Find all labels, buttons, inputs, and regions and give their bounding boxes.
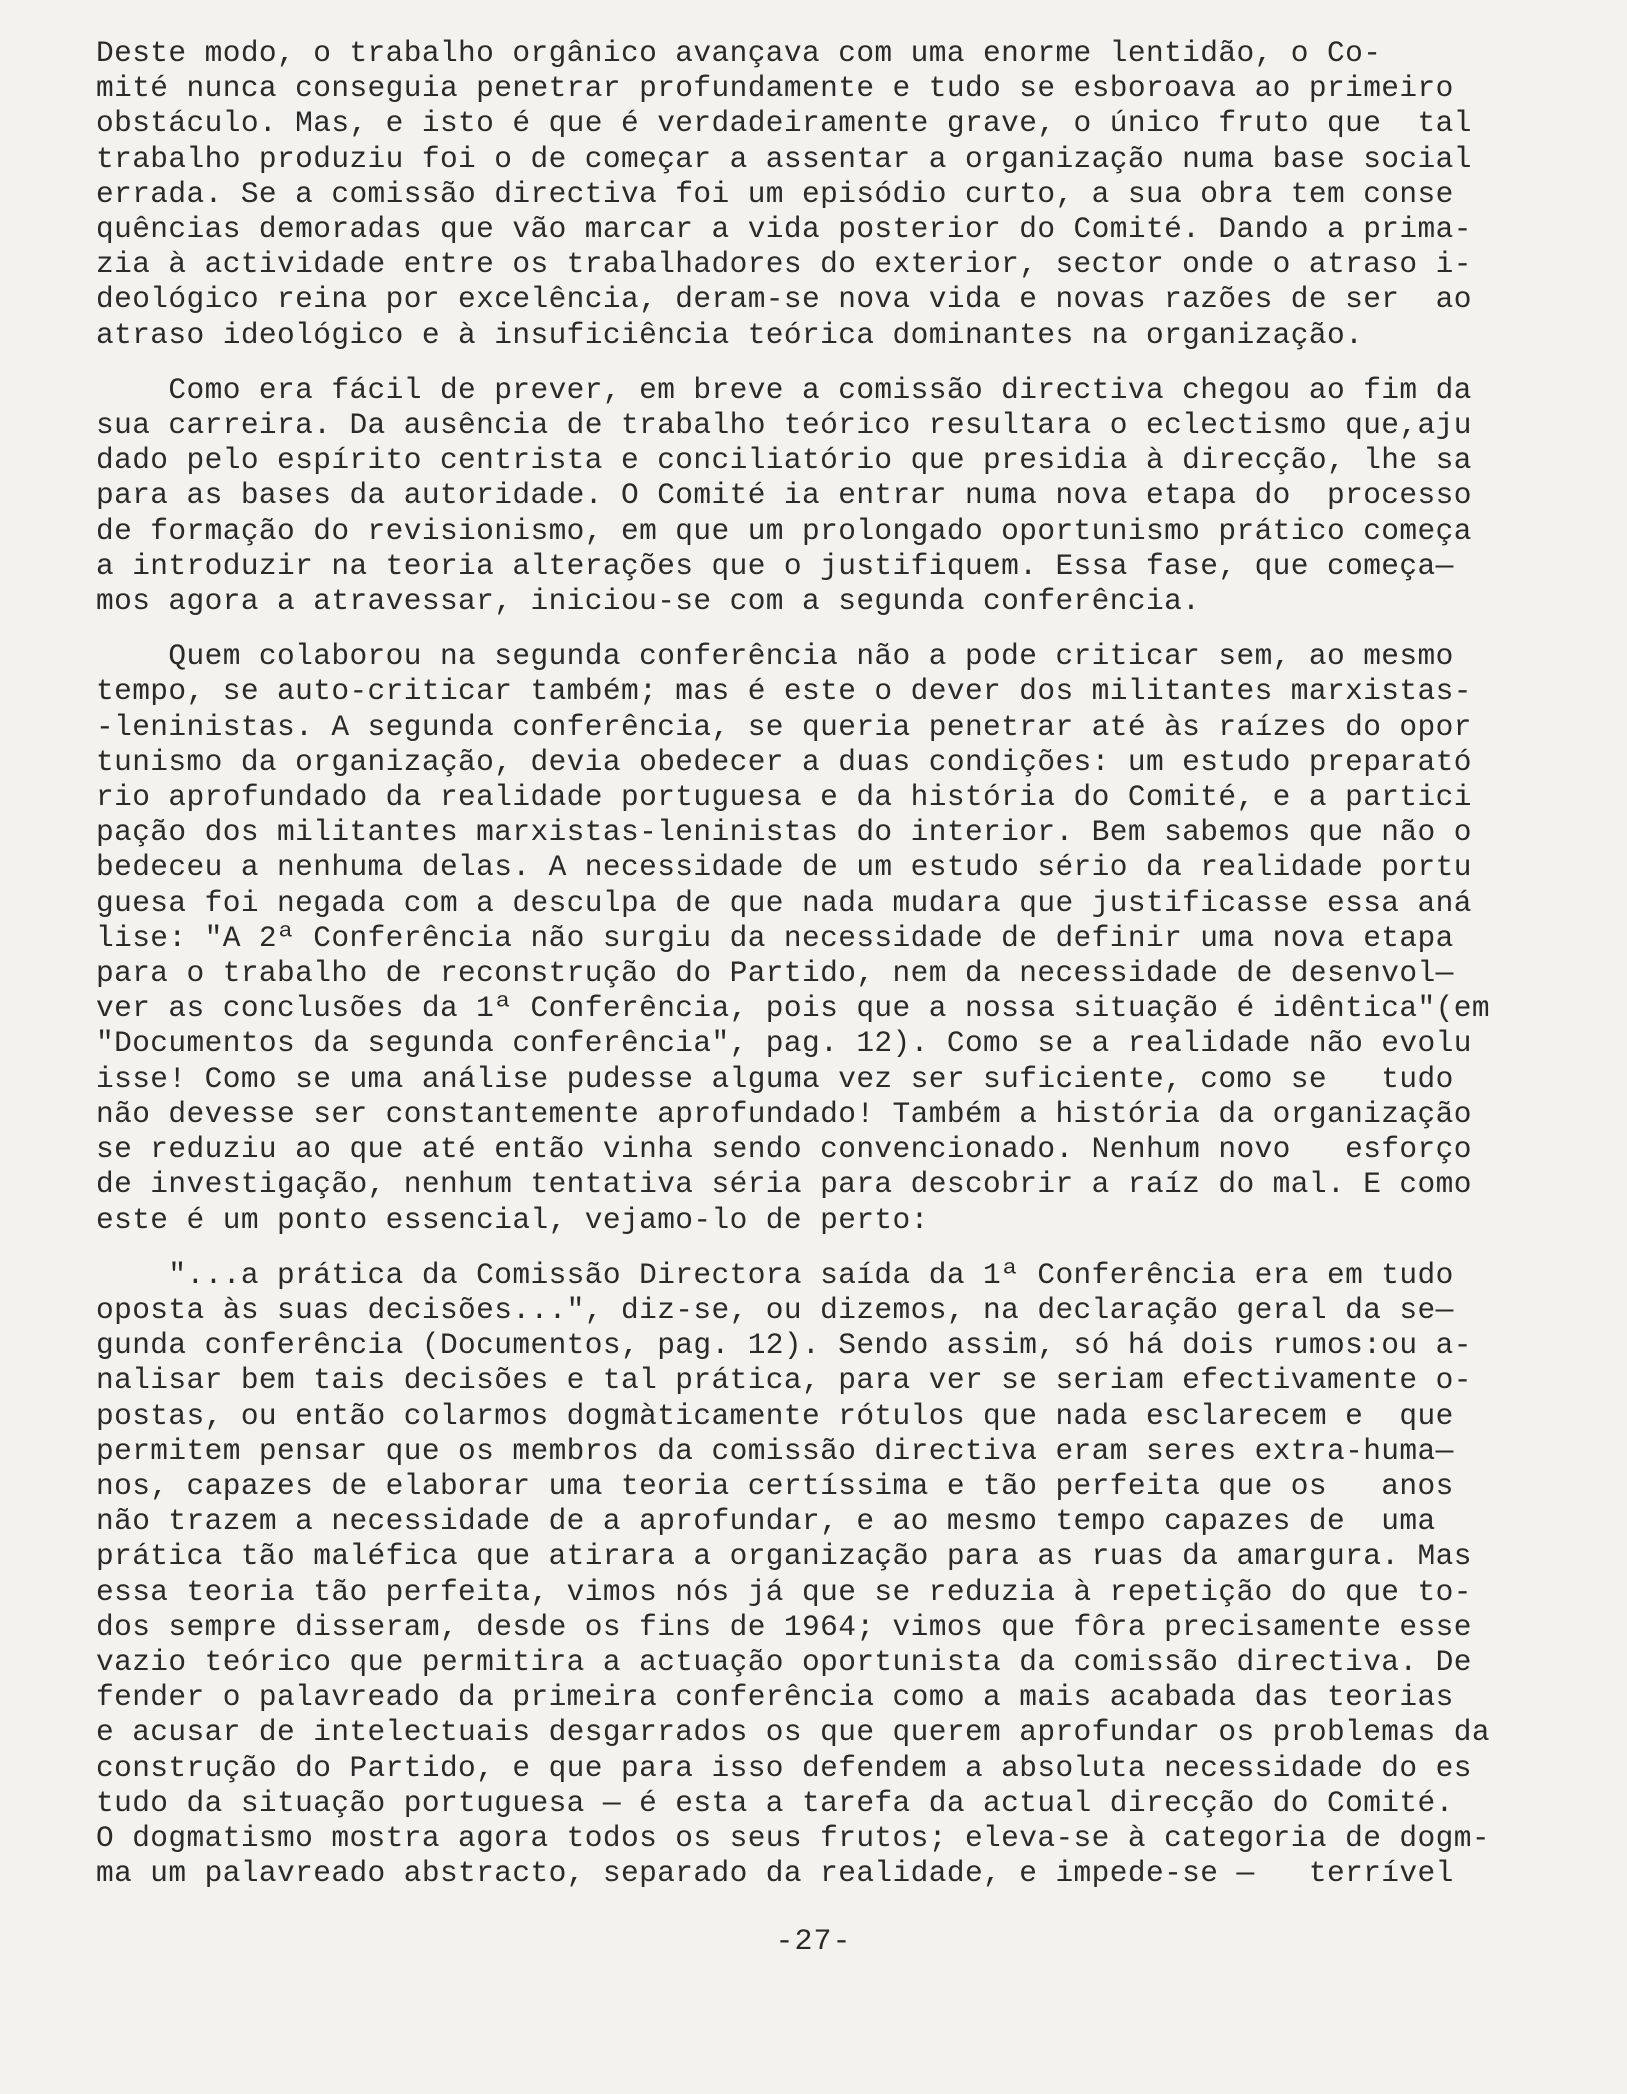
text-line: Deste modo, o trabalho orgânico avançava com uma enorme lentidão, o Co- xyxy=(96,36,1382,70)
text-line: O dogmatismo mostra agora todos os seus frutos; eleva-se à categoria de dogm- xyxy=(96,1820,1490,1855)
text-line: mos agora a atravessar, iniciou-se com a segunda conferência. xyxy=(96,584,1201,619)
text-line: -leninistas. A segunda conferência, se queria penetrar até às raízes do opor xyxy=(96,709,1472,744)
paragraph xyxy=(96,373,1596,619)
text-line: vazio teórico que permitira a actuação oportunista da comissão directiva. De xyxy=(96,1644,1472,1679)
text-line: atraso ideológico e à insuficiência teórica dominantes na organização. xyxy=(96,317,1364,352)
text-line: zia à actividade entre os trabalhadores do exterior, sector onde o atraso i- xyxy=(96,247,1472,282)
text-line: permitem pensar que os membros da comissão directiva eram seres extra-huma— xyxy=(96,1433,1454,1468)
text-line: isse! Como se uma análise pudesse alguma vez ser suficiente, como se tudo xyxy=(96,1061,1454,1096)
text-line: bedeceu a nenhuma delas. A necessidade de um estudo sério da realidade portu xyxy=(96,850,1472,885)
text-line: lise: "A 2ª Conferência não surgiu da necessidade de definir uma nova etapa xyxy=(96,920,1454,955)
paragraph xyxy=(96,1258,1596,1892)
text-line: "Documentos da segunda conferência", pag. 12). Como se a realidade não evolu xyxy=(96,1026,1472,1061)
text-line: construção do Partido, e que para isso defendem a absoluta necessidade do es xyxy=(96,1750,1472,1785)
text-line: dado pelo espírito centrista e conciliatório que presidia à direcção, lhe sa xyxy=(96,443,1472,478)
text-line: ver as conclusões da 1ª Conferência, pois que a nossa situação é idêntica"(em xyxy=(96,991,1490,1026)
text-line: para o trabalho de reconstrução do Partido, nem da necessidade de desenvol— xyxy=(96,956,1454,991)
body-text xyxy=(96,36,1596,1891)
text-line: se reduziu ao que até então vinha sendo convencionado. Nenhum novo esforço xyxy=(96,1132,1472,1167)
text-line: sua carreira. Da ausência de trabalho teórico resultara o eclectismo que,aju xyxy=(96,408,1472,443)
text-line: errada. Se a comissão directiva foi um episódio curto, a sua obra tem conse xyxy=(96,176,1454,211)
text-line: tudo da situação portuguesa — é esta a tarefa da actual direcção do Comité. xyxy=(96,1785,1454,1820)
text-line: de investigação, nenhum tentativa séria para descobrir a raíz do mal. E como xyxy=(96,1167,1472,1202)
text-line: obstáculo. Mas, e isto é que é verdadeiramente grave, o único fruto que tal xyxy=(96,106,1472,141)
paragraph xyxy=(96,639,1596,1237)
text-line: quências demoradas que vão marcar a vida posterior do Comité. Dando a prima- xyxy=(96,212,1472,247)
text-line: gunda conferência (Documentos, pag. 12). Sendo assim, só há dois rumos:ou a- xyxy=(96,1328,1472,1363)
text-line: para as bases da autoridade. O Comité ia entrar numa nova etapa do processo xyxy=(96,478,1472,513)
text-line: de formação do revisionismo, em que um prolongado oportunismo prático começa xyxy=(96,513,1472,548)
text-line: prática tão maléfica que atirara a organização para as ruas da amargura. Mas xyxy=(96,1539,1472,1574)
text-line: oposta às suas decisões...", diz-se, ou dizemos, na declaração geral da se— xyxy=(96,1292,1454,1327)
text-line: ma um palavreado abstracto, separado da realidade, e impede-se — terrível xyxy=(96,1856,1454,1891)
text-line: não devesse ser constantemente aprofundado! Também a história da organização xyxy=(96,1096,1472,1131)
text-line: e acusar de intelectuais desgarrados os que querem aprofundar os problemas da xyxy=(96,1715,1490,1750)
text-line: tunismo da organização, devia obedecer a duas condições: um estudo preparató xyxy=(96,744,1472,779)
text-line: nos, capazes de elaborar uma teoria certíssima e tão perfeita que os anos xyxy=(96,1468,1454,1503)
text-line: dos sempre disseram, desde os fins de 1964; vimos que fôra precisamente esse xyxy=(96,1609,1472,1644)
text-line: "...a prática da Comissão Directora saída da 1ª Conferência era em tudo xyxy=(96,1257,1454,1292)
text-line: deológico reina por excelência, deram-se nova vida e novas razões de ser ao xyxy=(96,282,1472,317)
text-line: a introduzir na teoria alterações que o justifiquem. Essa fase, que começa— xyxy=(96,548,1454,583)
paragraph xyxy=(96,36,1596,353)
text-line: mité nunca conseguia penetrar profundamente e tudo se esboroava ao primeiro xyxy=(96,71,1454,106)
text-line: pação dos militantes marxistas-leninistas do interior. Bem sabemos que não o xyxy=(96,815,1472,850)
text-line: tempo, se auto-criticar também; mas é este o dever dos militantes marxistas- xyxy=(96,674,1472,709)
paragraph-gap xyxy=(96,619,1596,639)
text-line: rio aprofundado da realidade portuguesa e da história do Comité, e a partici xyxy=(96,780,1472,815)
text-line: guesa foi negada com a desculpa de que nada mudara que justificasse essa aná xyxy=(96,885,1472,920)
text-line: não trazem a necessidade de a aprofundar, e ao mesmo tempo capazes de uma xyxy=(96,1504,1436,1539)
paragraph-gap xyxy=(96,353,1596,373)
text-line: Quem colaborou na segunda conferência não a pode criticar sem, ao mesmo xyxy=(96,639,1454,674)
paragraph-gap xyxy=(96,1238,1596,1258)
text-line: fender o palavreado da primeira conferência como a mais acabada das teorias xyxy=(96,1680,1454,1715)
text-line: essa teoria tão perfeita, vimos nós já que se reduzia à repetição do que to- xyxy=(96,1574,1472,1609)
text-line: este é um ponto essencial, vejamo-lo de perto: xyxy=(96,1202,929,1237)
text-line: nalisar bem tais decisões e tal prática, para ver se seriam efectivamente o- xyxy=(96,1363,1472,1398)
text-line: Como era fácil de prever, em breve a comissão directiva chegou ao fim da xyxy=(96,372,1472,407)
page-number: -27- xyxy=(775,1925,852,1959)
text-line: trabalho produziu foi o de começar a assentar a organização numa base social xyxy=(96,141,1472,176)
text-line: postas, ou então colarmos dogmàticamente rótulos que nada esclarecem e que xyxy=(96,1398,1454,1433)
